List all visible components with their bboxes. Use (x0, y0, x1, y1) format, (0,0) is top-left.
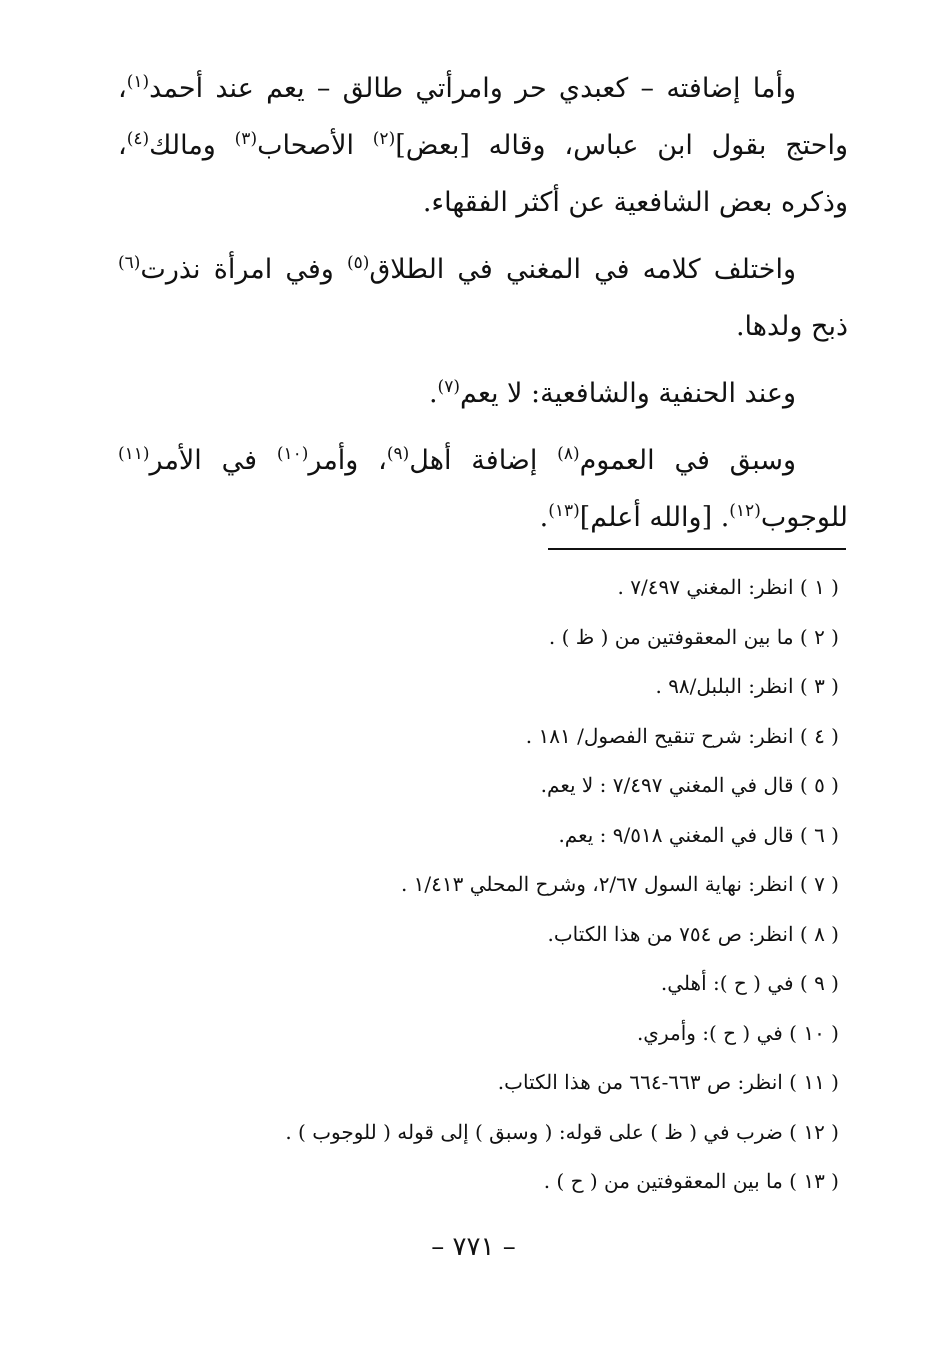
footnote-reference: (١٢) (729, 501, 761, 521)
footnote-reference: (٢) (372, 129, 396, 149)
footnote-reference: (٩) (386, 444, 410, 464)
footnote: ( ٥ ) قال في المغني ٧/٤٩٧ : لا يعم. (540, 773, 839, 797)
body-paragraph (118, 60, 848, 231)
footnote-reference: (٣) (234, 129, 258, 149)
body-text-run: . (428, 378, 438, 409)
footnote: ( ١٢ ) ضرب في ( ظ ) على قوله: ( وسبق ) إلى قوله ( للوجوب ) . (285, 1119, 839, 1144)
body-paragraph (118, 241, 848, 355)
body-paragraph (118, 432, 848, 546)
body-text-run: وأما إضافته – كعبدي حر وامرأتي طالق – يعم عند أحمد (149, 73, 796, 104)
body-text-run: . (539, 502, 549, 533)
main-text-body (118, 60, 848, 556)
footnote-reference: (٨) (557, 444, 580, 464)
footnote: ( ١ ) انظر: المغني ٧/٤٩٧ . (617, 575, 839, 599)
footnotes-block (119, 563, 839, 1207)
footnote-separator (548, 548, 846, 550)
footnote-reference: (٥) (346, 253, 370, 273)
body-paragraph (118, 365, 848, 422)
body-text-run: ذبح ولدها. (735, 311, 848, 342)
footnote: ( ٤ ) انظر: شرح تنقيح الفصول/ ١٨١ . (525, 723, 839, 748)
footnote-reference: (٤) (126, 129, 150, 149)
body-text-run: ومالك (149, 130, 235, 161)
page-number: – ٧٧١ – (431, 1232, 516, 1262)
footnote-reference: (١) (126, 72, 150, 92)
body-text-run: في الأمر (149, 445, 277, 476)
footnote: ( ٩ ) في ( ح ): أهلي. (660, 971, 839, 995)
footnote-reference: (١٣) (548, 501, 580, 521)
footnote: ( ١٣ ) ما بين المعقوفتين من ( ح ) . (543, 1169, 839, 1193)
body-text-run: ، وأمر (308, 445, 387, 476)
body-text-run: وعند الحنفية والشافعية: لا يعم (459, 378, 796, 409)
body-text-run: الأصحاب (257, 130, 373, 161)
footnote: ( ٣ ) انظر: البلبل/٩٨ . (655, 674, 839, 698)
body-text-run: واختلف كلامه في المغني في الطلاق (369, 254, 796, 285)
body-text-run: وسبق في العموم (579, 445, 797, 476)
footnote-reference: (١١) (118, 444, 150, 464)
footnote-reference: (٧) (437, 377, 460, 397)
body-text-run: وفي امرأة نذرت (140, 254, 347, 285)
body-text-run: إضافة أهل (409, 445, 558, 476)
footnote: ( ١٠ ) في ( ح ): وأمري. (636, 1020, 839, 1045)
body-text-run: للوجوب (760, 502, 848, 533)
body-text-run: ، وذكره بعض الشافعية عن أكثر الفقهاء. (118, 130, 848, 218)
body-text-run: ، واحتج بقول ابن عباس، وقاله [بعض] (118, 73, 849, 161)
footnote-reference: (١٠) (276, 444, 309, 464)
body-text-run: . [والله أعلم] (579, 502, 730, 533)
footnote: ( ٧ ) انظر: نهاية السول ٢/٦٧، وشرح المحلي ١/٤١٣ . (400, 872, 839, 896)
footnote: ( ٢ ) ما بين المعقوفتين من ( ظ ) . (548, 624, 839, 649)
footnote: ( ١١ ) انظر: ص ٦٦٣-٦٦٤ من هذا الكتاب. (497, 1070, 839, 1094)
footnote: ( ٨ ) انظر: ص ٧٥٤ من هذا الكتاب. (547, 921, 839, 946)
footnote-reference: (٦) (118, 253, 141, 273)
footnote: ( ٦ ) قال في المغني ٩/٥١٨ : يعم. (558, 822, 839, 847)
